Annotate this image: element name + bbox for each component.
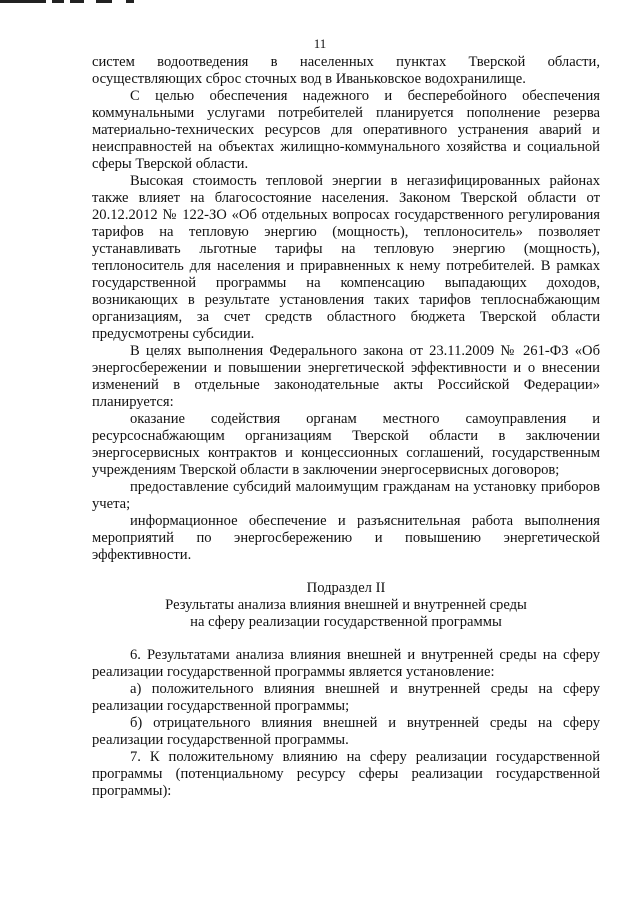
paragraph: В целях выполнения Федерального закона от 23.11.2009 № 261-ФЗ «Об энергосбережении и повышении энергетической эффективности и о внесении изменений в отдельные законодательные акты Российской Федерации» планируется: [92, 343, 600, 410]
list-item: б) отрицательного влияния внешней и внутренней среды на сферу реализации государственной программы. [92, 715, 600, 748]
paragraph: систем водоотведения в населенных пунктах Тверской области, осуществляющих сброс сточных вод в Иваньковское водохранилище. [92, 54, 600, 87]
scan-artifact-line [52, 0, 64, 3]
list-item: предоставление субсидий малоимущим гражданам на установку приборов учета; [92, 479, 600, 512]
document-body [92, 54, 600, 800]
list-item: а) положительного влияния внешней и внутренней среды на сферу реализации государственной программы; [92, 681, 600, 714]
list-item: оказание содействия органам местного самоуправления и ресурсоснабжающим организациям Тверской области в заключении энергосервисных контрактов и концессионных соглашений, государственным учреждениям Тверской области в заключении энергосервисных договоров; [92, 411, 600, 478]
page-number: 11 [313, 36, 327, 51]
paragraph: 6. Результатами анализа влияния внешней и внутренней среды на сферу реализации государственной программы является установление: [92, 647, 600, 680]
spacer [92, 564, 600, 580]
list-item: информационное обеспечение и разъяснительная работа выполнения мероприятий по энергосбережению и повышению энергетической эффективности. [92, 513, 600, 563]
paragraph: С целью обеспечения надежного и бесперебойного обеспечения коммунальными услугами потребителей планируется пополнение резерва материально-технических ресурсов для оперативного устранения аварий и неисправностей на объектах жилищно-коммунального хозяйства и социальной сферы Тверской области. [92, 88, 600, 172]
spacer [92, 631, 600, 647]
scan-artifact-line [70, 0, 84, 3]
paragraph: Высокая стоимость тепловой энергии в негазифицированных районах также влияет на благосостояние населения. Законом Тверской области от 20.12.2012 № 122-ЗО «Об отдельных вопросах государственного регулирования тарифов на тепловую энергию (мощность), теплоноситель» позволяет устанавливать льготные тарифы на тепловую энергию (мощность), теплоноситель для населения и приравненных к нему потребителей. В рамках государственной программы на компенсацию выпадающих доходов, возникающих в результате установления таких тарифов теплоснабжающим организациям, за счет средств областного бюджета Тверской области предусмотрены субсидии. [92, 173, 600, 342]
scan-artifact-line [96, 0, 112, 3]
paragraph: 7. К положительному влиянию на сферу реализации государственной программы (потенциальному ресурсу сферы реализации государственной программы): [92, 749, 600, 799]
scan-artifact-line [126, 0, 134, 3]
scan-artifact-line [0, 0, 46, 3]
section-title-line-2: на сферу реализации государственной программы [190, 614, 502, 630]
subsection-label: Подраздел II [306, 580, 386, 596]
section-title-line-1: Результаты анализа влияния внешней и внутренней среды [165, 597, 527, 613]
